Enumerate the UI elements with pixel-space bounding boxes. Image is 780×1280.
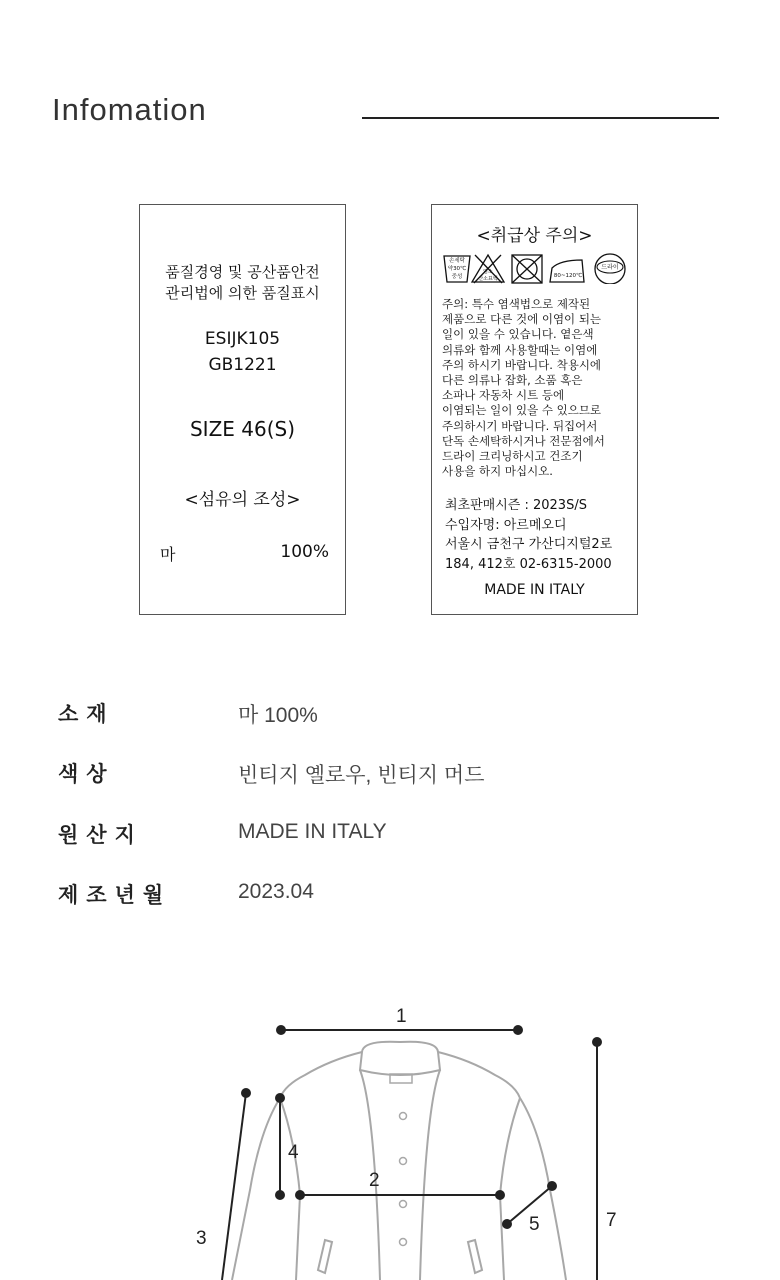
quality-label xyxy=(139,204,346,615)
measure-label-1: 1 xyxy=(396,1006,407,1027)
spec-key: 색상 xyxy=(58,762,115,786)
care-note-line: 드라이 크리닝하시고 건조기 xyxy=(442,449,583,464)
care-note-line: 일이 있을 수 있습니다. 옅은색 xyxy=(442,327,594,342)
svg-text:약30℃: 약30℃ xyxy=(447,266,467,272)
importer-info xyxy=(445,496,612,574)
size-text: SIZE 46(S) xyxy=(189,417,296,441)
measure-label-7: 7 xyxy=(606,1210,617,1231)
made-in-text: MADE IN ITALY xyxy=(484,582,585,598)
care-note-line: 사용을 하지 마십시오. xyxy=(442,464,553,479)
svg-text:80~120℃: 80~120℃ xyxy=(553,273,583,279)
fiber-title: <섬유의 조성> xyxy=(184,490,301,510)
measure-label-2: 2 xyxy=(369,1170,380,1191)
sale-season: 최초판매시즌 : 2023S/S xyxy=(445,498,587,513)
measure-label-3: 3 xyxy=(196,1228,207,1249)
importer-phone: 184, 412호 02-6315-2000 xyxy=(445,556,612,572)
product-code-2: GB1221 xyxy=(208,355,277,375)
product-code: ESIJK105 xyxy=(204,329,281,349)
care-note-line: 의류와 함께 사용할때는 이염에 xyxy=(442,342,598,357)
importer-address: 서울시 금천구 가산디지털2로 xyxy=(445,537,613,552)
svg-text:산소표백: 산소표백 xyxy=(478,276,498,282)
spec-value: 마 100% xyxy=(238,704,318,727)
spec-value: 2023.04 xyxy=(238,880,314,903)
importer-name: 수입자명: 아르메오디 xyxy=(445,517,567,533)
care-label xyxy=(431,204,638,615)
quality-law-line-1: 품질경영 및 공산품안전 xyxy=(165,263,320,281)
measure-label-5: 5 xyxy=(529,1214,540,1235)
care-note-line: 제품으로 다른 것에 이염이 되는 xyxy=(442,312,602,327)
spec-value: MADE IN ITALY xyxy=(238,820,387,843)
buttons xyxy=(400,1113,407,1246)
svg-text:중성: 중성 xyxy=(451,274,463,280)
svg-text:손세탁: 손세탁 xyxy=(449,258,465,264)
care-note-line: 주의 하시기 바랍니다. 착용시에 xyxy=(442,357,602,372)
dry-clean-icon xyxy=(595,254,625,284)
measurement-lines xyxy=(222,1026,601,1280)
hand-wash-30-icon xyxy=(444,256,470,282)
spec-key: 소재 xyxy=(58,702,115,726)
info-title: Infomation xyxy=(52,92,207,127)
fiber-percent: 100% xyxy=(280,542,329,562)
quality-law-line-2: 관리법에 의한 품질표시 xyxy=(165,284,320,302)
care-note-line: 주의: 특수 염색법으로 제작된 xyxy=(442,297,591,311)
svg-text:드라이: 드라이 xyxy=(601,264,619,271)
fiber-name: 마 xyxy=(160,545,176,564)
spec-key: 제조년월 xyxy=(58,883,172,907)
care-note-line: 소파나 자동차 시트 등에 xyxy=(442,388,565,403)
care-note-line: 단독 손세탁하시거나 전문점에서 xyxy=(442,433,605,448)
jacket-measurement-diagram xyxy=(0,990,780,1280)
measure-label-4: 4 xyxy=(288,1142,299,1163)
header-divider xyxy=(362,117,719,119)
care-note xyxy=(442,297,637,479)
no-tumble-dry-icon xyxy=(512,255,542,283)
no-bleach-icon xyxy=(472,255,504,283)
iron-80-120-icon xyxy=(550,260,584,282)
svg-text:염소: 염소 xyxy=(483,269,493,275)
care-icons xyxy=(442,252,632,284)
spec-value: 빈티지 옐로우, 빈티지 머드 xyxy=(238,764,485,787)
care-note-line: 이염되는 일이 있을 수 있으므로 xyxy=(442,403,602,418)
care-title: <취급상 주의> xyxy=(476,226,593,246)
spec-key: 원산지 xyxy=(58,823,143,847)
care-note-line: 다른 의류나 잡화, 소품 혹은 xyxy=(442,373,583,388)
care-note-line: 주의하시기 바랍니다. 뒤집어서 xyxy=(442,418,598,433)
